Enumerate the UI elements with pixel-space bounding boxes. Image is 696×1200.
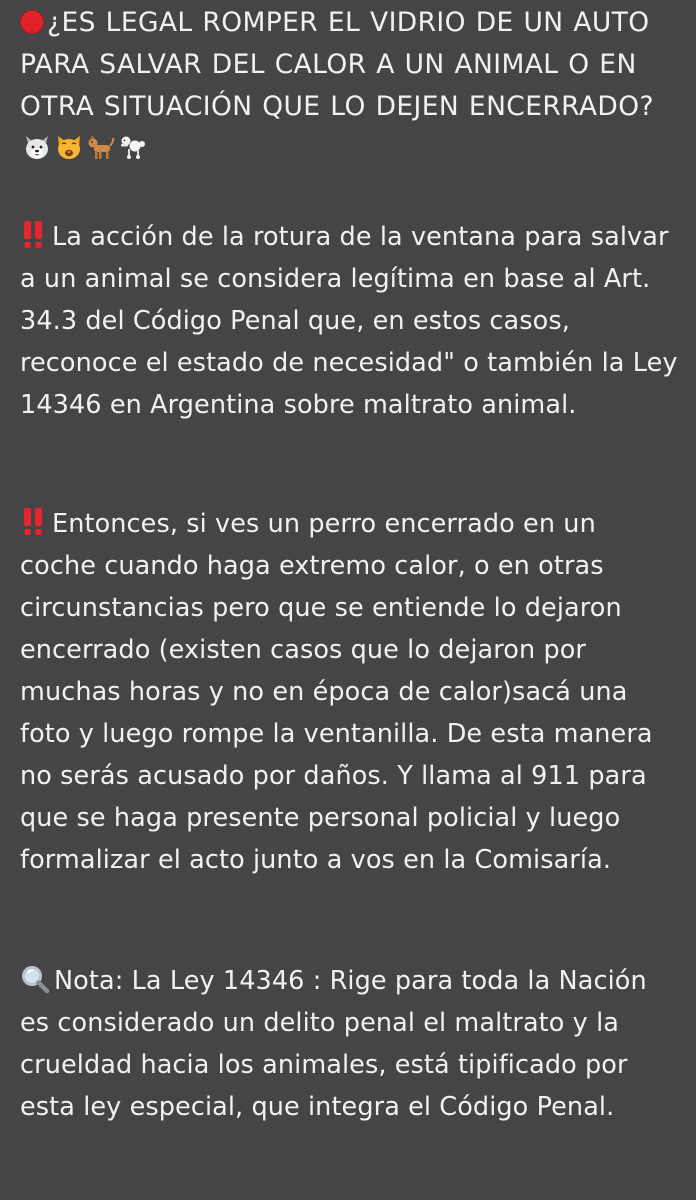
post-title: ¿ES LEGAL ROMPER EL VIDRIO DE UN AUTO PARA SALVAR DEL CALOR A UN ANIMAL O EN OTRA SITUACIÓN QUE LO DEJEN ENCERRADO? bbox=[20, 7, 654, 122]
stop-sign-icon bbox=[20, 10, 44, 34]
cat-face-icon bbox=[54, 132, 84, 162]
paragraph-text: Nota: La Ley 14346 : Rige para toda la Nación es considerado un delito penal el maltrato y la crueldad hacia los animales, está tipificado por esta ley especial, que integra el Código Penal. bbox=[20, 966, 647, 1122]
paragraph-note bbox=[20, 960, 678, 1128]
post-title-block bbox=[20, 2, 678, 175]
poodle-icon bbox=[118, 132, 148, 162]
paragraph-text: Entonces, si ves un perro encerrado en un coche cuando haga extremo calor, o en otras circunstancias pero que se entiende lo dejaron encerrado (existen casos que lo dejaron por muchas horas y no en época de calor)sacá una foto y luego rompe la ventanilla. De esta manera no serás acusado por daños. Y llama al 911 para que se haga presente personal policial y luego formalizar el acto junto a vos en la Comisaría. bbox=[20, 509, 653, 875]
magnifying-glass-icon bbox=[20, 964, 50, 994]
dog-face-icon bbox=[22, 132, 52, 162]
paragraph-text: La acción de la rotura de la ventana para salvar a un animal se considera legítima en base al Art. 34.3 del Código Penal que, en estos casos, reconoce el estado de necesidad" o también la Ley 14346 en Argentina sobre maltrato animal. bbox=[20, 222, 678, 420]
paragraph-legal-basis bbox=[20, 216, 678, 426]
animal-emoji-group bbox=[22, 132, 150, 175]
dog-icon bbox=[86, 132, 116, 162]
paragraph-instructions bbox=[20, 503, 678, 881]
double-exclamation-icon bbox=[20, 219, 50, 249]
double-exclamation-icon bbox=[20, 506, 50, 536]
